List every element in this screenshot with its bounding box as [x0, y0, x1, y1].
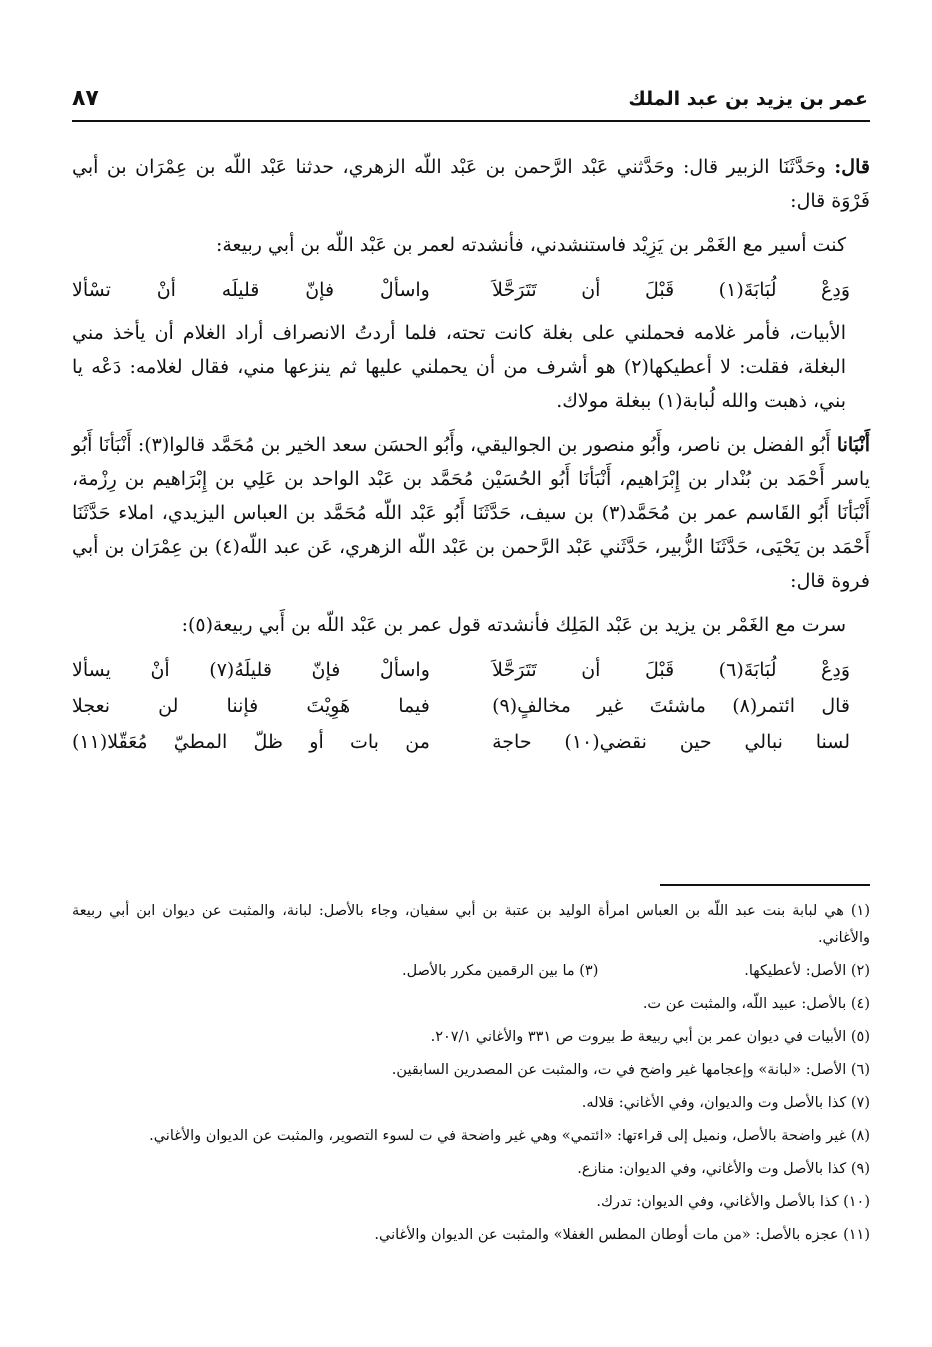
verse-line — [72, 724, 870, 760]
footnote-4: (٤) بالأصل: عبيد اللّه، والمثبت عن ت. — [642, 996, 870, 1012]
paragraph-1-lead: قال: — [834, 156, 870, 178]
verse-first-hemistich: لسنا نبالي حين نقضي(١٠) حاجة — [492, 731, 850, 753]
footnote-1: (١) هي لبابة بنت عبد اللّه بن العباس امرأة الوليد بن عتبة بن أبي سفيان، وجاء بالأصل: لبانة، والمثبت عن ديوان ابن أبي ربيعة والأغاني. — [72, 903, 870, 946]
paragraph-3: الأبيات، فأمر غلامه فحملني على بغلة كانت تحته، فلما أردتُ الانصراف أراد الغلام أن يأخذ مني البغلة، فقلت: لا أعطيكها(٢) هو أشرف من أن يحملني عليها ثم ينزعها مني، فقال لغلامه: دَعْه يا بني، ذهبت والله لُبابة(١) ببغلة مولاك. — [72, 322, 846, 412]
verse-line — [72, 652, 870, 688]
verse-line — [72, 688, 870, 724]
footnote-8: (٨) غير واضحة بالأصل، ونميل إلى قراءتها: «ائتمي» وهي غير واضحة في ت لسوء التصوير، والمثبت عن الديوان والأغاني. — [149, 1128, 870, 1144]
footnote-9: (٩) كذا بالأصل وت والأغاني، وفي الديوان: منازع. — [577, 1161, 870, 1177]
verse-first-hemistich: وَدِعْ لُبَابَةَ(٦) قَبْلَ أن تَتَرَحَّلاَ — [492, 659, 850, 681]
verse-second-hemistich: واسألْ فإنّ قليلَه أنْ تسْألا — [72, 279, 430, 301]
paragraph-1-text: وحَدَّثَنَا الزبير قال: وحَدَّثني عَبْد الرَّحمن بن عَبْد اللّه الزهري، حدثنا عَبْد اللّه بن عِمْرَان بن أبي فَرْوَة قال: — [72, 156, 870, 212]
paragraph-1 — [72, 150, 870, 218]
paragraph-4-text: أَبُو الفضل بن ناصر، وأَبُو منصور بن الجواليقي، وأَبُو الحسَن سعد الخير بن مُحَمَّد قالوا(٣): أَنْبَأنَا أَبُو ياسر أَحْمَد بن بُنْدار بن إِبْرَاهيم، أَنْبَأنَا أَبُو الحُسَيْن مُحَمَّد بن عَبْد الواحد بن عَلِي بن إِبْرَاهيم بن رِزْمة، أَنْبَأنَا أَبُو القَاسم عمر بن مُحَمَّد(٣) بن سيف، حَدَّثَنَا أَبُو عَبْد اللّه مُحَمَّد بن العباس اليزيدي، املاء حَدَّثَنَا أَحْمَد بن يَحْيَى، حَدَّثَنَا الزُّبير، حَدَّثَني عَبْد الرَّحمن بن عَبْد اللّه الزهري، عَن عبد اللّه(٤) بن عِمْرَان بن أبي فروة قال: — [72, 434, 870, 592]
footnote-10: (١٠) كذا بالأصل والأغاني، وفي الديوان: تدرك. — [596, 1194, 870, 1210]
footnote-5: (٥) الأبيات في ديوان عمر بن أبي ربيعة ط بيروت ص ٣٣١ والأغاني ٢٠٧/١. — [430, 1029, 870, 1045]
footnote-2: (٢) الأصل: لأعطيكها. — [744, 963, 870, 979]
footnote-7: (٧) كذا بالأصل وت والديوان، وفي الأغاني: قلاله. — [581, 1095, 870, 1111]
verse-block-2 — [72, 652, 870, 760]
footnotes — [72, 898, 870, 1255]
verse-line — [72, 272, 870, 308]
paragraph-5: سرت مع الغَمْر بن يزيد بن عَبْد المَلِك فأنشدته قول عمر بن عَبْد اللّه بن أَبي ربيعة(٥): — [181, 614, 846, 636]
verse-block-1 — [72, 272, 870, 308]
verse-first-hemistich: وَدِعْ لُبَابَةَ(١) قَبْلَ أن تَتَرَحَّلاَ — [492, 279, 850, 301]
paragraph-2: كنت أسير مع الغَمْر بن يَزِيْد فاستنشدني، فأنشدته لعمر بن عَبْد اللّه بن أبي ربيعة: — [215, 234, 846, 256]
verse-second-hemistich: واسألْ فإنّ قليلَهُ(٧) أنْ يسألا — [72, 659, 430, 681]
footnote-11: (١١) عجزه بالأصل: «من مات أوطان المطس الغفلا» والمثبت عن الديوان والأغاني. — [374, 1227, 870, 1243]
footnote-6: (٦) الأصل: «لبانة» وإعجامها غير واضح في ت، والمثبت عن المصدرين السابقين. — [391, 1062, 870, 1078]
main-text — [72, 150, 870, 768]
paragraph-4 — [72, 428, 870, 598]
verse-first-hemistich: قال ائتمر(٨) ماشئتَ غير مخالفٍ(٩) — [492, 695, 851, 717]
footnote-row — [72, 958, 870, 985]
verse-second-hemistich: فيما هَوِيْتَ فإننا لن نعجلا — [72, 695, 430, 717]
paragraph-4-lead: أَنْبَانا — [836, 434, 870, 456]
running-header — [72, 82, 870, 122]
verse-second-hemistich: من بات أو ظلّ المطيّ مُعَقّلا(١١) — [72, 731, 430, 753]
footnote-separator — [660, 884, 870, 886]
header-title: عمر بن يزيد بن عبد الملك — [628, 88, 868, 110]
footnote-3: (٣) ما بين الرقمين مكرر بالأصل. — [402, 963, 599, 979]
page-number: ٨٧ — [72, 86, 99, 111]
